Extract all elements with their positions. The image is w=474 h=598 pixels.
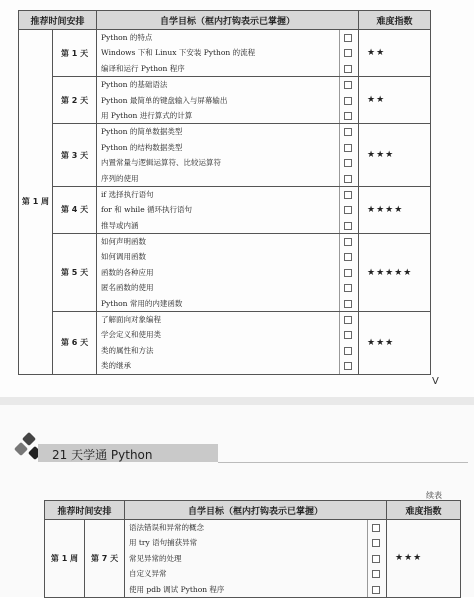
mastery-checkbox[interactable] bbox=[372, 555, 380, 563]
goal-item-text: 自定义异常 bbox=[129, 569, 167, 579]
goal-item-text: 使用 pdb 调试 Python 程序 bbox=[129, 584, 225, 594]
mastery-checkbox[interactable] bbox=[344, 284, 352, 292]
goal-item-text: 类的继承 bbox=[101, 361, 132, 371]
mastery-checkbox[interactable] bbox=[344, 112, 352, 120]
book-title: 21 天学通 Python bbox=[52, 448, 153, 462]
goal-item bbox=[97, 61, 358, 76]
mastery-checkbox[interactable] bbox=[344, 300, 352, 308]
goal-item bbox=[97, 327, 358, 342]
goal-cell bbox=[97, 30, 359, 77]
goal-item-text: Python 的基础语法 bbox=[101, 80, 168, 90]
goal-item bbox=[97, 30, 358, 45]
table-row bbox=[19, 186, 431, 233]
goal-item-text: Python 最简单的键盘输入与屏幕输出 bbox=[101, 95, 228, 105]
header-goal: 自学目标（框内打钩表示已掌握） bbox=[125, 501, 387, 520]
goal-item bbox=[97, 140, 358, 155]
goal-item bbox=[97, 280, 358, 295]
goal-item bbox=[125, 551, 386, 566]
difficulty-stars: ★★ bbox=[359, 30, 431, 77]
goal-item-text: 用 try 语句捕获异常 bbox=[129, 538, 198, 548]
mastery-checkbox[interactable] bbox=[344, 159, 352, 167]
goal-cell bbox=[97, 234, 359, 312]
mastery-checkbox[interactable] bbox=[372, 524, 380, 532]
goal-item bbox=[97, 171, 358, 186]
goal-item-text: 用 Python 进行算式的计算 bbox=[101, 110, 193, 120]
goal-item-text: 了解面向对象编程 bbox=[101, 315, 162, 325]
mastery-checkbox[interactable] bbox=[344, 347, 352, 355]
mastery-checkbox[interactable] bbox=[344, 253, 352, 261]
goal-item-text: 类的属性和方法 bbox=[101, 345, 154, 355]
goal-item bbox=[125, 535, 386, 550]
goal-item bbox=[125, 520, 386, 535]
goal-item-text: 如何声明函数 bbox=[101, 237, 147, 247]
book-banner bbox=[20, 440, 460, 462]
mastery-checkbox[interactable] bbox=[372, 586, 380, 594]
mastery-checkbox[interactable] bbox=[344, 65, 352, 73]
goal-item bbox=[97, 343, 358, 358]
goal-item-text: Python 的特点 bbox=[101, 33, 153, 42]
goal-item bbox=[125, 582, 386, 597]
mastery-checkbox[interactable] bbox=[344, 175, 352, 183]
goal-item-text: 推导或内涵 bbox=[101, 220, 139, 230]
mastery-checkbox[interactable] bbox=[344, 49, 352, 57]
banner-rule bbox=[218, 462, 468, 463]
mastery-checkbox[interactable] bbox=[344, 269, 352, 277]
difficulty-stars: ★★★★ bbox=[359, 186, 431, 233]
difficulty-stars: ★★★★★ bbox=[359, 234, 431, 312]
goal-item-text: if 选择执行语句 bbox=[101, 189, 154, 199]
continued-label: 续表 bbox=[426, 491, 442, 500]
header-goal: 自学目标（框内打钩表示已掌握） bbox=[97, 11, 359, 30]
goal-item-text: 函数的各种应用 bbox=[101, 267, 154, 277]
goal-cell bbox=[97, 124, 359, 187]
table-row bbox=[19, 124, 431, 187]
goal-item-text: Python 的简单数据类型 bbox=[101, 127, 183, 137]
page-number: V bbox=[432, 376, 439, 387]
goal-item-text: 常见异常的处理 bbox=[129, 553, 182, 563]
mastery-checkbox[interactable] bbox=[344, 97, 352, 105]
goal-item-text: for 和 while 循环执行语句 bbox=[101, 205, 193, 215]
goal-item bbox=[97, 187, 358, 202]
table-row bbox=[19, 77, 431, 124]
goal-cell bbox=[97, 312, 359, 375]
schedule-table-continued bbox=[44, 500, 461, 598]
goal-item bbox=[97, 218, 358, 233]
mastery-checkbox[interactable] bbox=[344, 206, 352, 214]
mastery-checkbox[interactable] bbox=[344, 34, 352, 42]
day-cell: 第 6 天 bbox=[53, 312, 97, 375]
mastery-checkbox[interactable] bbox=[344, 238, 352, 246]
difficulty-stars: ★★★ bbox=[359, 312, 431, 375]
week-cell: 第 1 周 bbox=[45, 520, 85, 598]
mastery-checkbox[interactable] bbox=[344, 362, 352, 370]
page-gap bbox=[0, 397, 474, 405]
mastery-checkbox[interactable] bbox=[344, 81, 352, 89]
week-cell: 第 1 周 bbox=[19, 30, 53, 375]
goal-item bbox=[97, 358, 358, 373]
goal-item-text: 内置常量与逻辑运算符、比较运算符 bbox=[101, 158, 222, 168]
day-cell: 第 3 天 bbox=[53, 124, 97, 187]
goal-item bbox=[97, 312, 358, 327]
goal-item bbox=[97, 108, 358, 123]
table-row bbox=[45, 520, 461, 598]
goal-item bbox=[97, 202, 358, 217]
goal-item bbox=[97, 93, 358, 108]
goal-item bbox=[97, 124, 358, 139]
goal-item-text: 编译和运行 Python 程序 bbox=[101, 63, 185, 73]
goal-item bbox=[125, 566, 386, 581]
schedule-table bbox=[18, 10, 431, 375]
goal-item-text: 学会定义和使用类 bbox=[101, 330, 162, 340]
mastery-checkbox[interactable] bbox=[344, 144, 352, 152]
goal-cell bbox=[97, 77, 359, 124]
mastery-checkbox[interactable] bbox=[372, 539, 380, 547]
goal-item bbox=[97, 249, 358, 264]
goal-cell bbox=[125, 520, 387, 598]
table-row bbox=[19, 312, 431, 375]
difficulty-stars: ★★★ bbox=[359, 124, 431, 187]
header-schedule: 推荐时间安排 bbox=[19, 11, 97, 30]
goal-item bbox=[97, 155, 358, 170]
day-cell: 第 5 天 bbox=[53, 234, 97, 312]
goal-cell bbox=[97, 186, 359, 233]
table-row bbox=[19, 234, 431, 312]
header-schedule: 推荐时间安排 bbox=[45, 501, 125, 520]
goal-item-text: Windows 下和 Linux 下安装 Python 的流程 bbox=[101, 48, 256, 58]
mastery-checkbox[interactable] bbox=[344, 191, 352, 199]
mastery-checkbox[interactable] bbox=[372, 570, 380, 578]
goal-item bbox=[97, 265, 358, 280]
difficulty-stars: ★★★ bbox=[387, 520, 461, 598]
goal-item-text: 语法错误和异常的概念 bbox=[129, 523, 205, 532]
day-cell: 第 1 天 bbox=[53, 30, 97, 77]
table-header-row bbox=[19, 11, 431, 30]
day-cell: 第 7 天 bbox=[85, 520, 125, 598]
goal-item bbox=[97, 234, 358, 249]
day-cell: 第 2 天 bbox=[53, 77, 97, 124]
header-difficulty: 难度指数 bbox=[359, 11, 431, 30]
table-row bbox=[19, 30, 431, 77]
header-difficulty: 难度指数 bbox=[387, 501, 461, 520]
difficulty-stars: ★★ bbox=[359, 77, 431, 124]
goal-item bbox=[97, 45, 358, 60]
table-header-row bbox=[45, 501, 461, 520]
goal-item-text: Python 的结构数据类型 bbox=[101, 142, 183, 152]
mastery-checkbox[interactable] bbox=[344, 222, 352, 230]
mastery-checkbox[interactable] bbox=[344, 331, 352, 339]
goal-item bbox=[97, 77, 358, 92]
mastery-checkbox[interactable] bbox=[344, 128, 352, 136]
goal-item-text: 匿名函数的使用 bbox=[101, 283, 154, 293]
goal-item-text: Python 常用的内建函数 bbox=[101, 298, 183, 308]
day-cell: 第 4 天 bbox=[53, 186, 97, 233]
goal-item-text: 序列的使用 bbox=[101, 173, 139, 183]
goal-item-text: 如何调用函数 bbox=[101, 252, 147, 262]
mastery-checkbox[interactable] bbox=[344, 316, 352, 324]
goal-item bbox=[97, 296, 358, 311]
